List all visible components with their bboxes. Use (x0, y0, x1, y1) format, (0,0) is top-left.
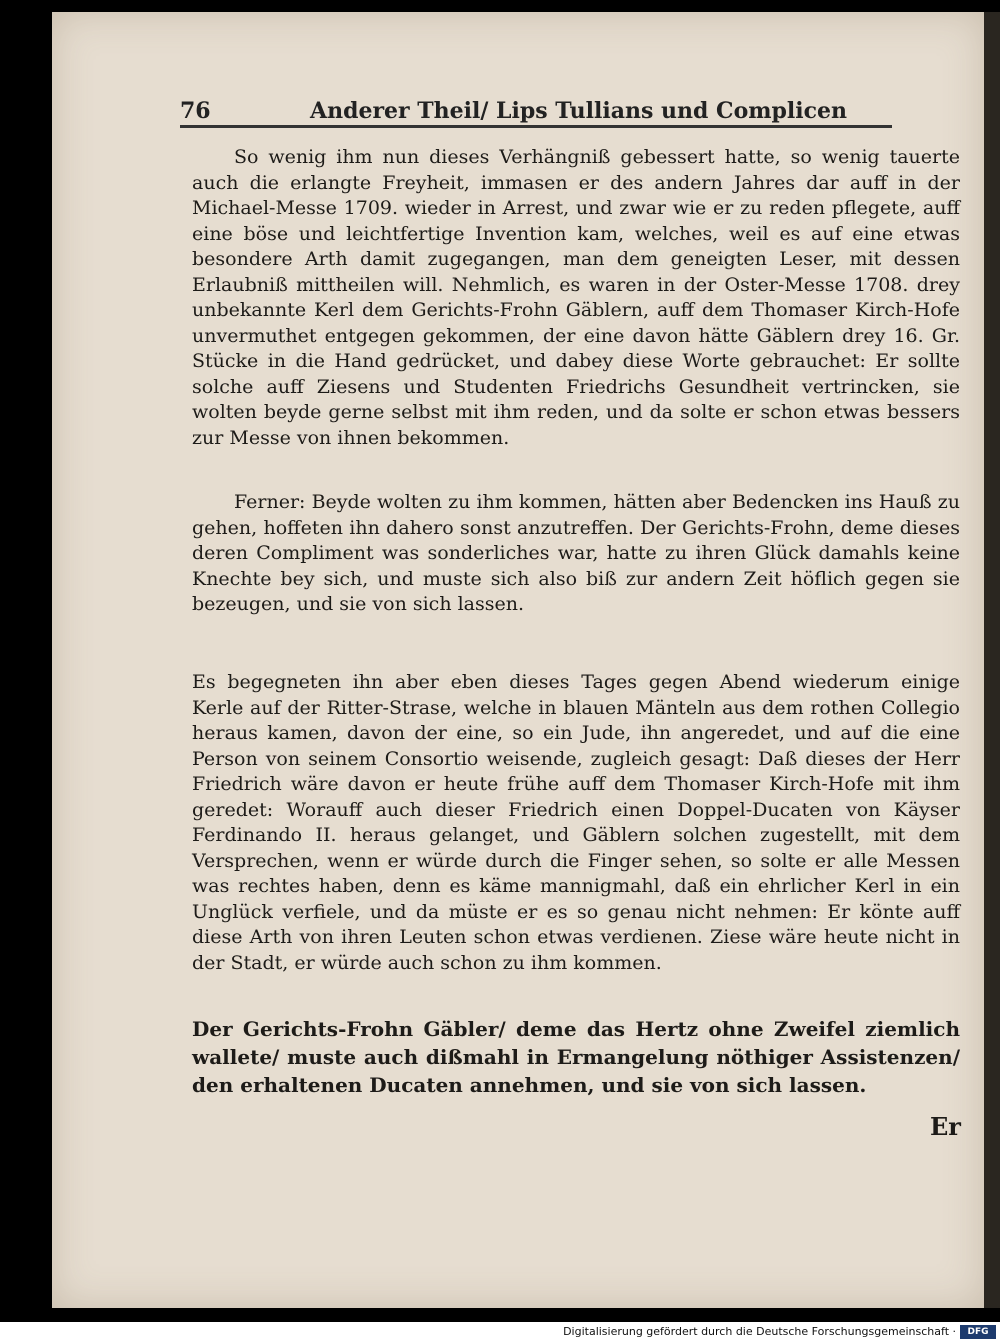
dfg-logo: DFG (960, 1325, 996, 1339)
header-rule (180, 125, 892, 128)
book-spine (984, 12, 1000, 1308)
digitization-footer (0, 1322, 1000, 1342)
paragraph-3: Es begegneten ihn aber eben dieses Tages gegen Abend wiederum einige Kerle auf der Ritter-Strase, welche in blauen Mänteln aus dem rothen Collegio heraus kamen, davon der eine, so ein Jude, ihn angeredet, und auf die eine Person von seinem Consortio weisende, zugleich gesagt: Daß dieses der Herr Friedrich wäre davon er heute frühe auff dem Thomaser Kirch-Hofe mit ihm geredet: Worauff auch dieser Friedrich einen Doppel-Ducaten von Käyser Ferdinando II. heraus gelanget, und Gäblern solchen zugestellt, mit dem Versprechen, wenn er würde durch die Finger sehen, so solte er alle Messen was rechtes haben, denn es käme mannigmahl, daß ein ehrlicher Kerl in ein Unglück verfiele, und da müste er es so genau nicht nehmen: Er könte auff diese Arth von ihren Leuten schon etwas verdienen. Ziese wäre heute nicht in der Stadt, er würde auch schon zu ihm kommen. (192, 671, 960, 974)
page-number: 76 (180, 98, 211, 124)
funding-credit: Digitalisierung gefördert durch die Deutsche Forschungsgemeinschaft · (563, 1325, 956, 1338)
paragraph-4: Der Gerichts-Frohn Gäbler/ deme das Hertz ohne Zweifel ziemlich wallete/ muste auch dißmahl in Ermangelung nöthiger Assistenzen/ den erhaltenen Ducaten annehmen, und sie von sich lassen. (192, 1017, 960, 1097)
running-head: Anderer Theil/ Lips Tullians und Complicen (310, 98, 848, 124)
paragraph-2: Ferner: Beyde wolten zu ihm kommen, hätten aber Bedencken ins Hauß zu gehen, hoffeten ihn dahero sonst anzutreffen. Der Gerichts-Frohn, deme dieses deren Compliment was sonderliches war, hatte zu ihren Glück damahls keine Knechte bey sich, und muste sich also biß zur andern Zeit höflich gegen sie bezeugen, und sie von sich lassen. (192, 491, 960, 615)
paragraph-1: So wenig ihm nun dieses Verhängniß gebessert hatte, so wenig tauerte auch die erlangte Freyheit, immasen er des andern Jahres dar auff in der Michael-Messe 1709. wieder in Arrest, und zwar wie er zu reden pflegete, auff eine böse und leichtfertige Invention kam, welches, weil es auf eine etwas besondere Arth damit zugegangen, man dem geneigten Leser, mit dessen Erlaubniß mittheilen will. Nehmlich, es waren in der Oster-Messe 1708. drey unbekannte Kerl dem Gerichts-Frohn Gäblern, auff dem Thomaser Kirch-Hofe unvermuthet entgegen gekommen, der eine davon hätte Gäblern drey 16. Gr. Stücke in die Hand gedrücket, und dabey diese Worte gebrauchet: Er sollte solche auff Ziesens und Studenten Friedrichs Gesundheit vertrincken, sie wolten beyde gerne selbst mit ihm reden, und da solte er schon etwas bessers zur Messe von ihnen bekommen. (192, 146, 960, 449)
catchword: Er (930, 1112, 961, 1141)
